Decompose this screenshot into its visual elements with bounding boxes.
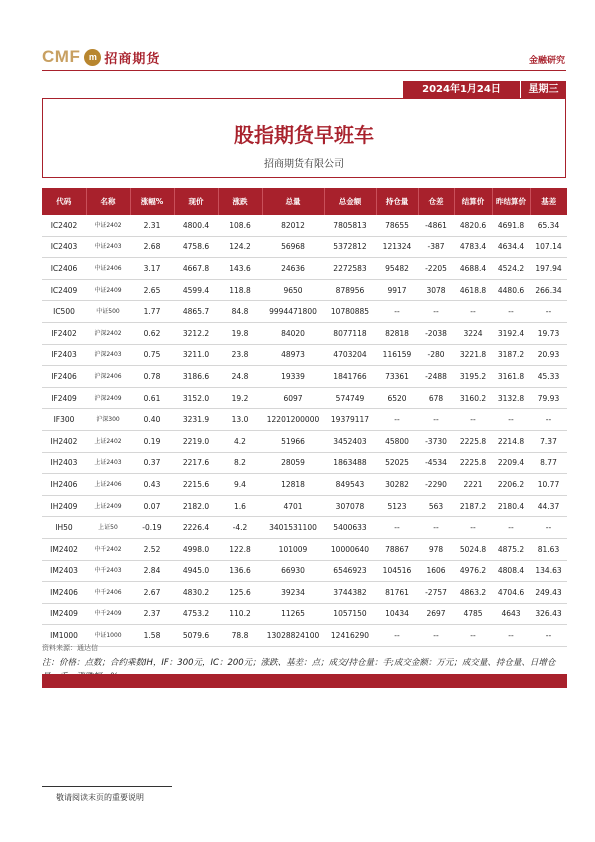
table-cell: 136.6 — [218, 560, 262, 582]
column-header: 涨幅% — [130, 188, 174, 215]
column-header: 总量 — [262, 188, 324, 215]
table-cell: 849543 — [324, 474, 376, 496]
table-cell: 11265 — [262, 603, 324, 625]
table-cell: 上证2402 — [86, 430, 130, 452]
table-cell: 2215.6 — [174, 474, 218, 496]
table-cell: 1606 — [418, 560, 454, 582]
table-cell: 56968 — [262, 236, 324, 258]
table-cell: 10000640 — [324, 538, 376, 560]
table-cell: 45.33 — [530, 366, 567, 388]
table-cell: -- — [492, 409, 530, 431]
table-cell: 3187.2 — [492, 344, 530, 366]
table-cell: 1.6 — [218, 495, 262, 517]
table-cell: 19.8 — [218, 322, 262, 344]
table-cell: 中证1000 — [86, 625, 130, 647]
table-cell: 39234 — [262, 582, 324, 604]
table-cell: 3186.6 — [174, 366, 218, 388]
table-cell: 9994471800 — [262, 301, 324, 323]
table-cell: 5024.8 — [454, 538, 492, 560]
table-cell: 2217.6 — [174, 452, 218, 474]
table-cell: IC2402 — [42, 215, 86, 236]
table-cell: 12201200000 — [262, 409, 324, 431]
table-cell: 中证500 — [86, 301, 130, 323]
table-cell: IH50 — [42, 517, 86, 539]
table-cell: -- — [376, 517, 418, 539]
table-row — [42, 366, 567, 388]
table-cell: 0.43 — [130, 474, 174, 496]
table-header-row — [42, 188, 567, 215]
table-cell: 122.8 — [218, 538, 262, 560]
table-cell: 12416290 — [324, 625, 376, 647]
table-cell: 84.8 — [218, 301, 262, 323]
table-row — [42, 582, 567, 604]
table-cell: 3078 — [418, 279, 454, 301]
column-header: 总金额 — [324, 188, 376, 215]
table-cell: 4808.4 — [492, 560, 530, 582]
table-cell: 9917 — [376, 279, 418, 301]
table-cell: 2697 — [418, 603, 454, 625]
table-cell: -2488 — [418, 366, 454, 388]
table-cell: 3192.4 — [492, 322, 530, 344]
table-cell: -- — [492, 301, 530, 323]
table-cell: IF2402 — [42, 322, 86, 344]
table-cell: 4643 — [492, 603, 530, 625]
table-cell: 2219.0 — [174, 430, 218, 452]
table-row — [42, 517, 567, 539]
table-cell: 116159 — [376, 344, 418, 366]
table-cell: 0.62 — [130, 322, 174, 344]
table-cell: -2038 — [418, 322, 454, 344]
table-cell: 4599.4 — [174, 279, 218, 301]
table-cell: 4800.4 — [174, 215, 218, 236]
table-cell: 19.73 — [530, 322, 567, 344]
table-cell: 3195.2 — [454, 366, 492, 388]
table-row — [42, 538, 567, 560]
table-cell: 沪深2409 — [86, 387, 130, 409]
table-row — [42, 560, 567, 582]
table-cell: 95482 — [376, 258, 418, 280]
table-cell: 81761 — [376, 582, 418, 604]
table-row — [42, 236, 567, 258]
table-cell: 3152.0 — [174, 387, 218, 409]
table-cell: 73361 — [376, 366, 418, 388]
table-row — [42, 603, 567, 625]
table-cell: 上证2403 — [86, 452, 130, 474]
table-cell: 3231.9 — [174, 409, 218, 431]
table-cell: 2214.8 — [492, 430, 530, 452]
table-cell: 51966 — [262, 430, 324, 452]
table-cell: 4688.4 — [454, 258, 492, 280]
table-cell: 4524.2 — [492, 258, 530, 280]
table-cell: 2.84 — [130, 560, 174, 582]
table-cell: 0.40 — [130, 409, 174, 431]
table-cell: 1057150 — [324, 603, 376, 625]
table-cell: 3744382 — [324, 582, 376, 604]
table-cell: 249.43 — [530, 582, 567, 604]
table-cell: 125.6 — [218, 582, 262, 604]
column-header: 名称 — [86, 188, 130, 215]
table-cell: 20.93 — [530, 344, 567, 366]
table-cell: 中千2402 — [86, 538, 130, 560]
table-cell: 10.77 — [530, 474, 567, 496]
table-cell: 266.34 — [530, 279, 567, 301]
table-cell: 678 — [418, 387, 454, 409]
table-cell: 2180.4 — [492, 495, 530, 517]
table-cell: IH2406 — [42, 474, 86, 496]
table-row — [42, 452, 567, 474]
table-cell: 118.8 — [218, 279, 262, 301]
table-cell: 10434 — [376, 603, 418, 625]
table-cell: 878956 — [324, 279, 376, 301]
table-cell: 107.14 — [530, 236, 567, 258]
table-cell: 2182.0 — [174, 495, 218, 517]
table-cell: 78655 — [376, 215, 418, 236]
table-cell: 81.63 — [530, 538, 567, 560]
table-cell: 中千2403 — [86, 560, 130, 582]
table-cell: -- — [418, 517, 454, 539]
table-cell: 沪深300 — [86, 409, 130, 431]
table-cell: 3161.8 — [492, 366, 530, 388]
table-cell: 124.2 — [218, 236, 262, 258]
table-cell: -- — [376, 409, 418, 431]
table-cell: 3211.0 — [174, 344, 218, 366]
table-cell: -- — [376, 625, 418, 647]
table-cell: 4618.8 — [454, 279, 492, 301]
futures-quote-table — [42, 188, 567, 647]
table-cell: -- — [530, 409, 567, 431]
table-cell: 19339 — [262, 366, 324, 388]
table-cell: 84020 — [262, 322, 324, 344]
table-cell: -4534 — [418, 452, 454, 474]
table-cell: 13028824100 — [262, 625, 324, 647]
table-row — [42, 409, 567, 431]
table-cell: -- — [418, 409, 454, 431]
table-cell: 121324 — [376, 236, 418, 258]
table-cell: 4.2 — [218, 430, 262, 452]
table-row — [42, 430, 567, 452]
table-cell: 3221.8 — [454, 344, 492, 366]
table-cell: 4704.6 — [492, 582, 530, 604]
table-cell: -- — [530, 301, 567, 323]
table-cell: 2272583 — [324, 258, 376, 280]
table-cell: IF2406 — [42, 366, 86, 388]
column-header: 基差 — [530, 188, 567, 215]
table-cell: IF2403 — [42, 344, 86, 366]
table-cell: IF2409 — [42, 387, 86, 409]
page-subtitle: 招商期货有限公司 — [264, 159, 344, 170]
table-cell: 78.8 — [218, 625, 262, 647]
bottom-accent-bar — [42, 674, 567, 688]
table-cell: 2221 — [454, 474, 492, 496]
table-cell: 4785 — [454, 603, 492, 625]
table-cell: 上证2406 — [86, 474, 130, 496]
table-cell: 134.63 — [530, 560, 567, 582]
footer-disclaimer: 敬请阅读末页的重要说明 — [56, 793, 144, 802]
table-cell: 中证2406 — [86, 258, 130, 280]
table-cell: 79.93 — [530, 387, 567, 409]
table-row — [42, 215, 567, 236]
table-cell: 4998.0 — [174, 538, 218, 560]
table-cell: -0.19 — [130, 517, 174, 539]
table-cell: 4753.2 — [174, 603, 218, 625]
column-header: 持仓量 — [376, 188, 418, 215]
table-cell: -4.2 — [218, 517, 262, 539]
table-cell: 24636 — [262, 258, 324, 280]
table-cell: 82818 — [376, 322, 418, 344]
report-date: 2024年1月24日 — [403, 81, 521, 98]
table-cell: 8.2 — [218, 452, 262, 474]
table-cell: IC2406 — [42, 258, 86, 280]
table-cell: 48973 — [262, 344, 324, 366]
table-cell: 23.8 — [218, 344, 262, 366]
table-cell: IM2402 — [42, 538, 86, 560]
table-cell: 9650 — [262, 279, 324, 301]
table-cell: 52025 — [376, 452, 418, 474]
table-cell: 0.75 — [130, 344, 174, 366]
table-row — [42, 495, 567, 517]
table-cell: -- — [418, 301, 454, 323]
logo-text: CMF — [42, 47, 81, 66]
table-cell: 沪深2402 — [86, 322, 130, 344]
table-cell: 沪深2406 — [86, 366, 130, 388]
table-cell: 2206.2 — [492, 474, 530, 496]
table-cell: -- — [454, 517, 492, 539]
table-row — [42, 301, 567, 323]
table-cell: 108.6 — [218, 215, 262, 236]
table-cell: 4701 — [262, 495, 324, 517]
table-cell: 5372812 — [324, 236, 376, 258]
table-cell: 0.07 — [130, 495, 174, 517]
table-cell: 3.17 — [130, 258, 174, 280]
table-cell: 6520 — [376, 387, 418, 409]
table-cell: 4691.8 — [492, 215, 530, 236]
table-cell: 3224 — [454, 322, 492, 344]
table-body — [42, 215, 567, 646]
table-cell: -- — [530, 625, 567, 647]
table-cell: 28059 — [262, 452, 324, 474]
table-cell: -- — [376, 301, 418, 323]
table-cell: IM2409 — [42, 603, 86, 625]
table-cell: 2225.8 — [454, 452, 492, 474]
table-cell: 3132.8 — [492, 387, 530, 409]
table-cell: IH2409 — [42, 495, 86, 517]
table-cell: 中证2402 — [86, 215, 130, 236]
table-cell: 1.58 — [130, 625, 174, 647]
table-cell: 2187.2 — [454, 495, 492, 517]
table-cell: 104516 — [376, 560, 418, 582]
table-cell: IM2403 — [42, 560, 86, 582]
table-cell: 中千2406 — [86, 582, 130, 604]
column-header: 结算价 — [454, 188, 492, 215]
table-cell: 4667.8 — [174, 258, 218, 280]
table-cell: 6097 — [262, 387, 324, 409]
table-cell: IH2402 — [42, 430, 86, 452]
table-cell: -2757 — [418, 582, 454, 604]
table-cell: 沪深2403 — [86, 344, 130, 366]
table-cell: 78867 — [376, 538, 418, 560]
column-header: 仓差 — [418, 188, 454, 215]
table-header — [42, 188, 567, 215]
table-cell: 8.77 — [530, 452, 567, 474]
table-row — [42, 344, 567, 366]
table-cell: 0.37 — [130, 452, 174, 474]
table-cell: 2.68 — [130, 236, 174, 258]
table-cell: 4830.2 — [174, 582, 218, 604]
table-cell: IC2409 — [42, 279, 86, 301]
table-cell: 5079.6 — [174, 625, 218, 647]
table-cell: -3730 — [418, 430, 454, 452]
table-cell: 4783.4 — [454, 236, 492, 258]
table-row — [42, 322, 567, 344]
column-header: 涨跌 — [218, 188, 262, 215]
table-cell: 4976.2 — [454, 560, 492, 582]
table-cell: 3452403 — [324, 430, 376, 452]
table-cell: 2226.4 — [174, 517, 218, 539]
table-cell: 上证2409 — [86, 495, 130, 517]
table-cell: -- — [418, 625, 454, 647]
table-cell: -4861 — [418, 215, 454, 236]
table-cell: 143.6 — [218, 258, 262, 280]
table-cell: 中证2409 — [86, 279, 130, 301]
table-cell: 3160.2 — [454, 387, 492, 409]
report-weekday: 星期三 — [528, 84, 559, 95]
table-cell: 中证2403 — [86, 236, 130, 258]
table-cell: 2225.8 — [454, 430, 492, 452]
table-cell: 24.8 — [218, 366, 262, 388]
table-cell: 7805813 — [324, 215, 376, 236]
company-logo — [42, 47, 160, 67]
table-row — [42, 279, 567, 301]
table-cell: -2205 — [418, 258, 454, 280]
table-cell: IF300 — [42, 409, 86, 431]
footer-divider — [42, 786, 172, 787]
table-cell: 2209.4 — [492, 452, 530, 474]
table-cell: -- — [454, 625, 492, 647]
table-cell: 4863.2 — [454, 582, 492, 604]
table-cell: 326.43 — [530, 603, 567, 625]
table-cell: 2.67 — [130, 582, 174, 604]
table-cell: 978 — [418, 538, 454, 560]
table-cell: IC2403 — [42, 236, 86, 258]
table-cell: 4634.4 — [492, 236, 530, 258]
column-header: 昨结算价 — [492, 188, 530, 215]
table-cell: 82012 — [262, 215, 324, 236]
table-cell: 9.4 — [218, 474, 262, 496]
table-cell: 0.78 — [130, 366, 174, 388]
table-cell: 4875.2 — [492, 538, 530, 560]
table-cell: 2.52 — [130, 538, 174, 560]
table-cell: 4865.7 — [174, 301, 218, 323]
table-cell: 5400633 — [324, 517, 376, 539]
table-cell: 4820.6 — [454, 215, 492, 236]
table-cell: 574749 — [324, 387, 376, 409]
column-header: 现价 — [174, 188, 218, 215]
table-cell: 0.61 — [130, 387, 174, 409]
title-box — [42, 98, 566, 178]
table-cell: 0.19 — [130, 430, 174, 452]
table-cell: 6546923 — [324, 560, 376, 582]
table-cell: 7.37 — [530, 430, 567, 452]
table-cell: 197.94 — [530, 258, 567, 280]
source-note: 资料来源：通达信 — [42, 644, 98, 652]
table-cell: 19.2 — [218, 387, 262, 409]
table-cell: 45800 — [376, 430, 418, 452]
table-cell: 1841766 — [324, 366, 376, 388]
table-cell: -- — [492, 625, 530, 647]
table-cell: 3212.2 — [174, 322, 218, 344]
table-cell: -- — [492, 517, 530, 539]
table-cell: 4703204 — [324, 344, 376, 366]
table-cell: 2.37 — [130, 603, 174, 625]
table-cell: 13.0 — [218, 409, 262, 431]
table-cell: 4480.6 — [492, 279, 530, 301]
table-cell: 307078 — [324, 495, 376, 517]
table-cell: -280 — [418, 344, 454, 366]
table-cell: -- — [530, 517, 567, 539]
section-label: 金融研究 — [528, 56, 565, 66]
table-cell: 101009 — [262, 538, 324, 560]
table-cell: 66930 — [262, 560, 324, 582]
table-cell: -2290 — [418, 474, 454, 496]
table-cell: 563 — [418, 495, 454, 517]
table-cell: IH2403 — [42, 452, 86, 474]
table-cell: 1.77 — [130, 301, 174, 323]
table-row — [42, 258, 567, 280]
table-cell: 上证50 — [86, 517, 130, 539]
table-cell: 3401531100 — [262, 517, 324, 539]
table-cell: 10780885 — [324, 301, 376, 323]
table-cell: 中千2409 — [86, 603, 130, 625]
table-cell: IC500 — [42, 301, 86, 323]
table-cell: 12818 — [262, 474, 324, 496]
table-cell: 2.31 — [130, 215, 174, 236]
units-note: 注：价格：点数；合约乘数IH，IF：300元，IC：200元；涨跌、基差：点；成交/持仓量：手;成交金额：万元；成交量、持仓量、日增仓 — [42, 658, 556, 668]
date-bar — [403, 81, 566, 98]
table-cell: -- — [454, 301, 492, 323]
table-cell: 2.65 — [130, 279, 174, 301]
table-row — [42, 474, 567, 496]
page-title: 股指期货早班车 — [234, 123, 374, 147]
table-row — [42, 387, 567, 409]
table-cell: 44.37 — [530, 495, 567, 517]
table-cell: 65.34 — [530, 215, 567, 236]
logo-company-name: 招商期货 — [104, 51, 161, 67]
table-cell: 5123 — [376, 495, 418, 517]
table-cell: 30282 — [376, 474, 418, 496]
table-cell: -387 — [418, 236, 454, 258]
table-cell: IM2406 — [42, 582, 86, 604]
table-cell: 4758.6 — [174, 236, 218, 258]
table-cell: 4945.0 — [174, 560, 218, 582]
table-cell: 19379117 — [324, 409, 376, 431]
table-cell: IM1000 — [42, 625, 86, 647]
logo-mark-icon: m — [84, 49, 101, 66]
header-divider — [42, 70, 566, 71]
column-header: 代码 — [42, 188, 86, 215]
table-row — [42, 625, 567, 647]
table-cell: 8077118 — [324, 322, 376, 344]
table-cell: 1863488 — [324, 452, 376, 474]
table-cell: -- — [454, 409, 492, 431]
table-cell: 110.2 — [218, 603, 262, 625]
